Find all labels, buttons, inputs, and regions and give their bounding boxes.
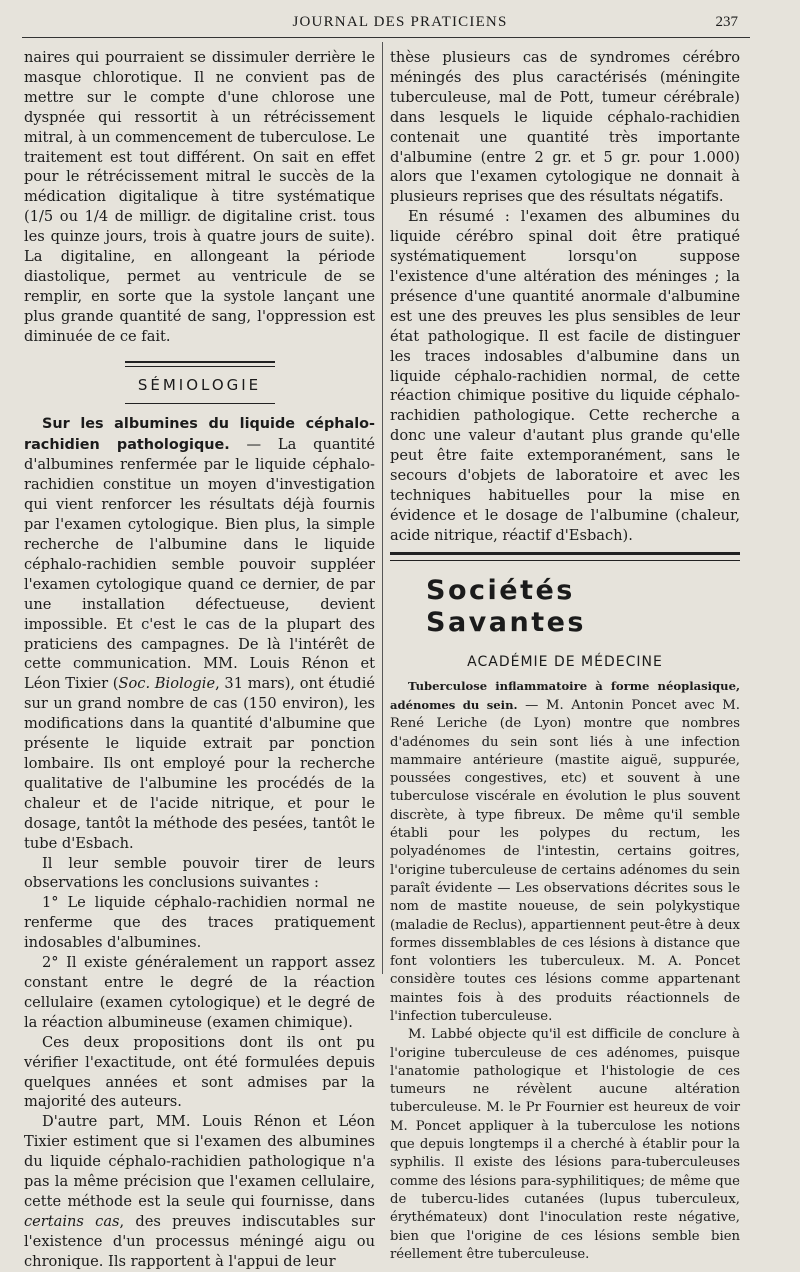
emphasis-certains-cas: certains cas [24,1212,120,1230]
societes-savantes-heading: Sociétés Savantes [426,574,586,638]
header-rule [22,37,750,38]
left-column [24,48,375,1272]
paragraph-poncet-body: — M. Antonin Poncet avec M. René Leriche (de Lyon) montre que nombres d'adénomes du sein sont liés à une infection mammaire antérieure (mastite aiguë, suppurée, poussées congestives, etc) et souvent à une tuberculose viscérale en évolution le plus souvent discrète, à type fibreux. De même qu'il semble établi pour les polypes du rectum, les polyadénomes de l'intestin, certains goitres, l'origine tuberculeuse de certains adénomes du sein paraît évidente — Les observations décrites sous le nom de mastite noueuse, de sein polykystique (maladie de Reclus), appartiennent peut-être à deux formes dissemblables de ces lésions à distance que font volontiers les tuberculeux. M. A. Poncet considère toutes ces lésions comme appartenant maintes fois à des produits réactionnels de l'infection tuberculeuse. [390,697,740,1024]
paragraph-autre-part-body: D'autre part, MM. Louis Rénon et Léon Tixier estiment que si l'examen des albumines du liquide céphalo-rachidien pathologique n'a pas la même précision que l'examen cellulaire, cette méthode est la seule qui fournisse, dans [24,1113,375,1210]
article-title: Sur les albumines du liquide céphalo-rachidien pathologique. [24,415,375,453]
column-divider [382,42,383,974]
societes-rule [390,552,740,561]
paragraph-these: thèse plusieurs cas de syndromes cérébro méningés des plus caractérisés (méningite tuberculeuse, mal de Pott, tumeur cérébrale) dans lesquels le liquide céphalo-rachidien contenait une quantité très importante d'albumine (entre 2 gr. et 5 gr. pour 1.000) alors que l'examen cytologique ne donnait à plusieurs reprises que des résultats négatifs. [390,49,740,206]
section-rule-bottom [125,403,275,404]
journal-title: JOURNAL DES PRATICIENS [292,14,508,30]
page-number: 237 [715,14,738,30]
paragraph-resume: En résumé : l'examen des albumines du liquide cérébro spinal doit être pratiqué systématiquement lorsqu'on suppose l'existence d'une altération des méninges ; la présence d'une quantité anormale d'albumine est une des preuves les plus sensibles de leur état pathologique. Il est facile de distinguer les traces indosables d'albumine dans un liquide céphalo-rachidien normal, de cette réaction chimique positive du liquide céphalo-rachidien pathologique. Cette recherche a donc une valeur d'autant plus grande qu'elle peut être faite extemporanément, sans le secours d'objets de laboratoire et avec les techniques habituelles pour la mise en évidence et le dosage de l'albumine (chaleur, acide nitrique, réactif d'Esbach). [390,208,740,544]
paragraph-chlorose: naires qui pourraient se dissimuler derrière le masque chlorotique. Il ne convient pas de mettre sur le compte d'une chlorose une dyspnée qui ressortit à un rétrécissement mitral, à un commencement de tuberculose. Le traitement est tout différent. On sait en effet pour le rétrécissement mitral le succès de la médication digitalique à titre systématique (1/5 ou 1/4 de milligr. de digitaline crist. tous les quinze jours, trois à quatre jours de suite). La digitaline, en allongeant la période diastolique, permet au ventricule de se remplir, en sorte que la systole lançant une plus grande quantité de sang, l'oppression est diminuée de ce fait. [24,49,375,345]
academie-heading: ACADÉMIE DE MÉDECINE [467,653,663,670]
paragraph-autre-part [24,1112,375,1271]
citation-reference: Soc. Biologie [118,675,216,693]
conclusion-1: 1° Le liquide céphalo-rachidien normal ne renferme que des traces pratiquement indosables d'albumines. [24,894,375,952]
paragraph-albumines-body: — La quantité d'albumines renfermée par le liquide céphalo-rachidien constitue un moyen d'investigation qui vient renforcer les résultats déjà fournis par l'examen cytologique. Bien plus, la simple recherche de l'albumine dans le liquide céphalo-rachidien semble pouvoir suppléer l'examen cytologique quand ce dernier, de par une installation défectueuse, devient impossible. Et c'est le cas de la plupart des praticiens des campagnes. De là l'intérêt de cette communication. MM. Louis Rénon et Léon Tixier ( [24,435,375,693]
conclusion-2: 2° Il existe généralement un rapport assez constant entre le degré de la réaction cellulaire (examen cytologique) et le degré de la réaction albumineuse (examen chimique). [24,954,375,1031]
paragraph-autre-part-end: , des preuves indiscutables sur l'existence d'un processus méningé aigu ou chronique. Ils rapportent à l'appui de leur [24,1212,375,1270]
section-rule-top [125,361,275,367]
page-header [0,0,800,30]
paragraph-conclusions-intro: Il leur semble pouvoir tirer de leurs observations les conclusions suivantes : [24,854,375,892]
paragraph-poncet [390,677,740,1027]
section-title: SÉMIOLOGIE [137,375,262,394]
right-column [390,48,740,1264]
paragraph-albumines [24,414,375,854]
paragraph-labbe: M. Labbé objecte qu'il est difficile de conclure à l'origine tuberculeuse de ces adénomes, puisque l'anatomie pathologique et l'histologie de ces tumeurs ne révèlent aucune altération tuberculeuse. M. le Pr Fournier est heureux de voir M. Poncet appliquer à la tuberculose les notions que depuis longtemps il a cherché à établir pour la syphilis. Il existe des lésions para-tuberculeuses comme des lésions para-syphilitiques; de même que de tubercu-lides cutanées (lupus tuberculeux, érythémateux) dont l'inoculation reste négative, bien que l'origine de ces lésions semble bien réellement être tuberculeuse. [390,1027,740,1262]
subsection-title: Tuberculose inflammatoire à forme néoplasique, adénomes du sein. [390,678,740,712]
paragraph-propositions: Ces deux propositions dont ils ont pu vérifier l'exactitude, ont été formulées depuis quelques années et sont admises par la majorité des auteurs. [24,1033,375,1111]
paragraph-albumines-end: , 31 mars), ont étudié sur un grand nombre de cas (150 environ), les modifications dans la quantité d'albumine que présente le liquide extrait par ponction lombaire. Ils ont employé pour la recherche qualitative de l'albumine les procédés de la chaleur et de l'acide nitrique, et pour le dosage, tantôt la méthode des pesées, tantôt le tube d'Esbach. [24,675,376,852]
